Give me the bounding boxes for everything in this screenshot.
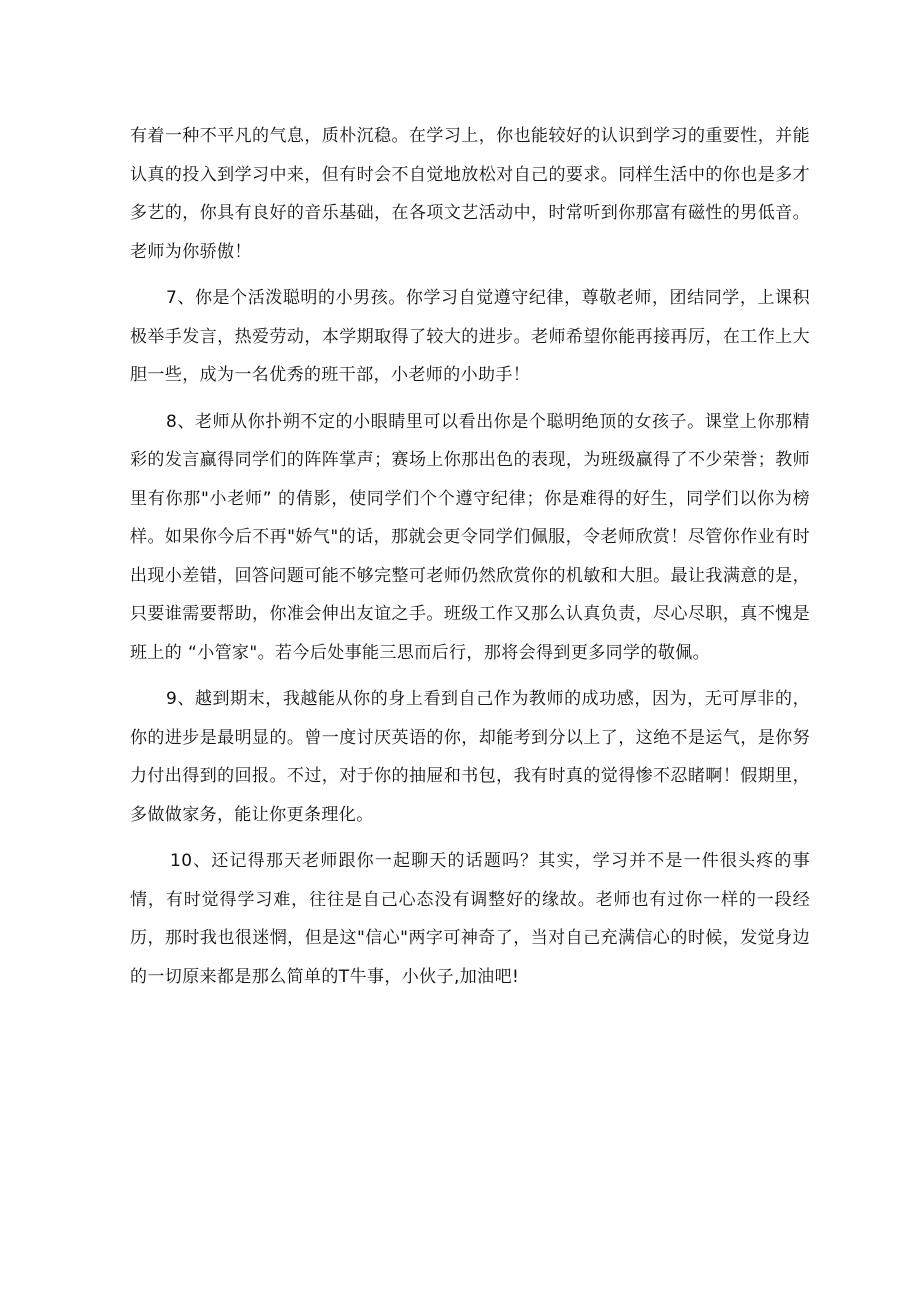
paragraph-item-8: 8、老师从你扑朔不定的小眼睛里可以看出你是个聪明绝顶的女孩子。课堂上你那精彩的发言赢得同学们的阵阵掌声；赛场上你那出色的表现，为班级赢得了不少荣誉；教师里有你那"小老师” 的倩影，使同学们个个遵守纪律；你是难得的好生，同学们以你为榜样。如果你今后不再"娇气"的话，那就会更令同学们佩服，令老师欣赏！尽管你作业有时出现小差错，回答问题可能不够完整可老师仍然欣赏你的机敏和大胆。最让我满意的是，只要谁需要帮助，你准会伸出友谊之手。班级工作又那么认真负责，尽心尽职，真不愧是班上的 “小管家"。若今后处事能三思而后行，那将会得到更多同学的敬佩。 <box>130 411 810 663</box>
paragraph-continued: 有着一种不平凡的气息，质朴沉稳。在学习上，你也能较好的认识到学习的重要性，并能认真的投入到学习中来，但有时会不自觉地放松对自己的要求。同样生活中的你也是多才多艺的，你具有良好的音乐基础，在各项文艺活动中，时常听到你那富有磁性的男低音。老师为你骄傲！ <box>130 126 810 262</box>
paragraph-item-10: 10、还记得那天老师跟你一起聊天的话题吗？其实，学习并不是一件很头疼的事情，有时觉得学习难，往往是自己心态没有调整好的缘故。老师也有过你一样的一段经历，那时我也很迷惘，但是这"信心"两字可神奇了，当对自己充满信心的时候，发觉身边的一切原来都是那么简单的T牛事，小伙子,加油吧! <box>130 851 810 987</box>
document-body <box>130 117 810 996</box>
paragraph-item-7: 7、你是个活泼聪明的小男孩。你学习自觉遵守纪律，尊敬老师，团结同学，上课积极举手发言，热爱劳动，本学期取得了较大的进步。老师希望你能再接再厉，在工作上大胆一些，成为一名优秀的班干部，小老师的小助手！ <box>130 288 810 385</box>
paragraph-item-9: 9、越到期末，我越能从你的身上看到自己作为教师的成功感，因为，无可厚非的，你的进步是最明显的。曾一度讨厌英语的你，却能考到分以上了，这绝不是运气，是你努力付出得到的回报。不过，对于你的抽屉和书包，我有时真的觉得惨不忍睹啊！假期里，多做做家务，能让你更条理化。 <box>130 689 810 825</box>
